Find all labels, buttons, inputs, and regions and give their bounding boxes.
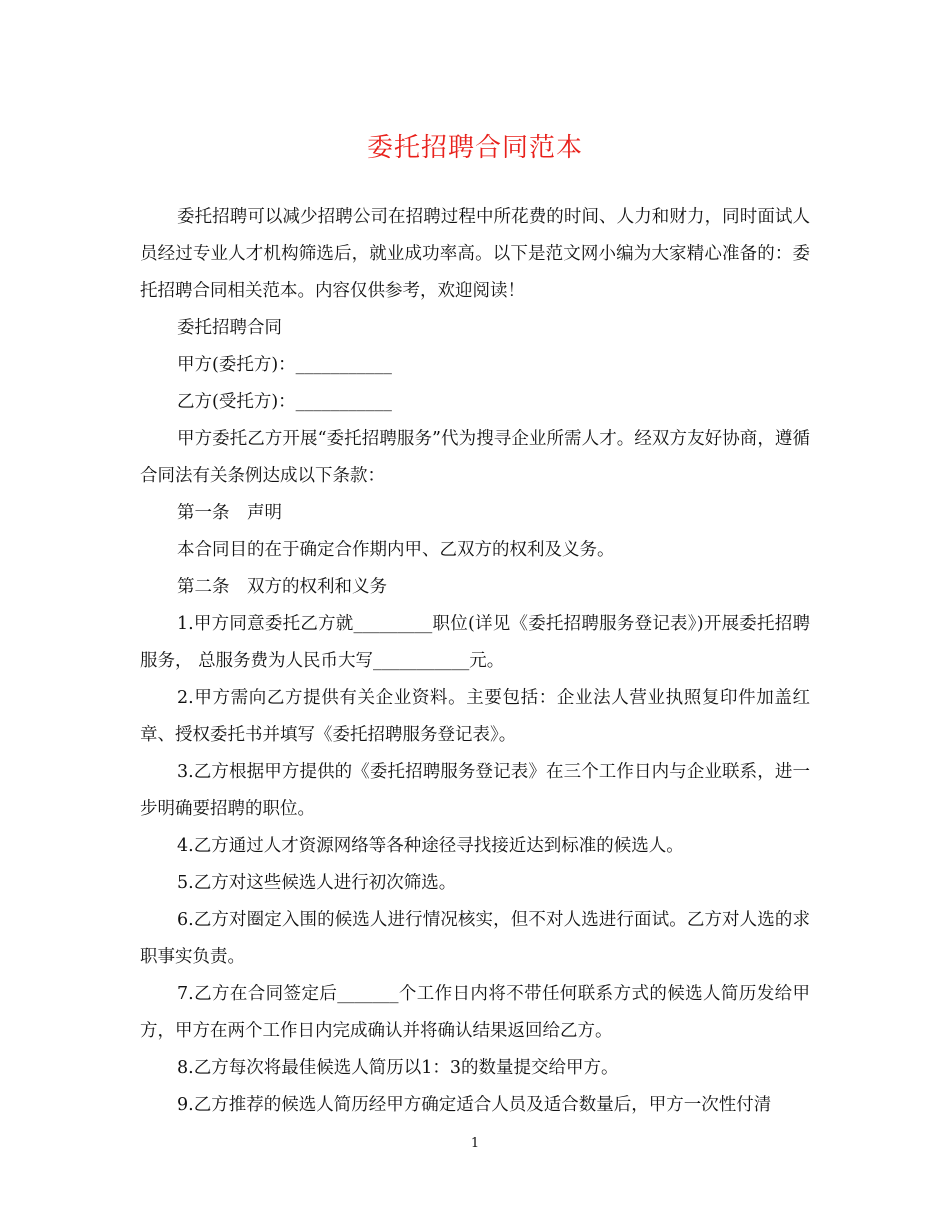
article-two-heading: 第二条 双方的权利和义务 bbox=[177, 577, 387, 597]
preamble-paragraph: 甲方委托乙方开展“委托招聘服务”代为搜寻企业所需人才。经双方友好协商，遵循合同法有关条例达成以下条款： bbox=[140, 429, 810, 486]
clause-8: 8.乙方每次将最佳候选人简历以1：3的数量提交给甲方。 bbox=[177, 1058, 619, 1078]
contract-heading: 委托招聘合同 bbox=[177, 318, 282, 338]
clause-2: 2.甲方需向乙方提供有关企业资料。主要包括：企业法人营业执照复印件加盖红章、授权委托书并填写《委托招聘服务登记表》。 bbox=[140, 688, 810, 745]
clause-7: 7.乙方在合同签定后_______个工作日内将不带任何联系方式的候选人简历发给甲方，甲方在两个工作日内完成确认并将确认结果返回给乙方。 bbox=[140, 984, 810, 1041]
document-title: 委托招聘合同范本 bbox=[366, 133, 583, 163]
page-number: 1 bbox=[470, 1136, 480, 1151]
clause-3: 3.乙方根据甲方提供的《委托招聘服务登记表》在三个工作日内与企业联系，进一步明确要招聘的职位。 bbox=[140, 762, 810, 819]
article-one-heading: 第一条 声明 bbox=[177, 503, 282, 523]
clause-1: 1.甲方同意委托乙方就_________职位(详见《委托招聘服务登记表》)开展委托招聘服务， 总服务费为人民币大写___________元。 bbox=[140, 614, 810, 671]
clause-9: 9.乙方推荐的候选人简历经甲方确定适合人员及适合数量后，甲方一次性付清 bbox=[177, 1095, 772, 1115]
intro-paragraph: 委托招聘可以减少招聘公司在招聘过程中所花费的时间、人力和财力，同时面试人员经过专业人才机构筛选后，就业成功率高。以下是范文网小编为大家精心准备的：委托招聘合同相关范本。内容仅供参考，欢迎阅读！ bbox=[140, 207, 810, 301]
document-body bbox=[140, 199, 810, 1124]
clause-6: 6.乙方对圈定入围的候选人进行情况核实，但不对人选进行面试。乙方对人选的求职事实负责。 bbox=[140, 910, 810, 967]
clause-4: 4.乙方通过人才资源网络等各种途径寻找接近达到标准的候选人。 bbox=[177, 836, 684, 856]
article-one-text: 本合同目的在于确定合作期内甲、乙双方的权利及义务。 bbox=[177, 540, 615, 560]
party-a-line: 甲方(委托方)：___________ bbox=[177, 355, 392, 375]
clause-5: 5.乙方对这些候选人进行初次筛选。 bbox=[177, 873, 457, 893]
party-b-line: 乙方(受托方)：___________ bbox=[177, 392, 392, 412]
